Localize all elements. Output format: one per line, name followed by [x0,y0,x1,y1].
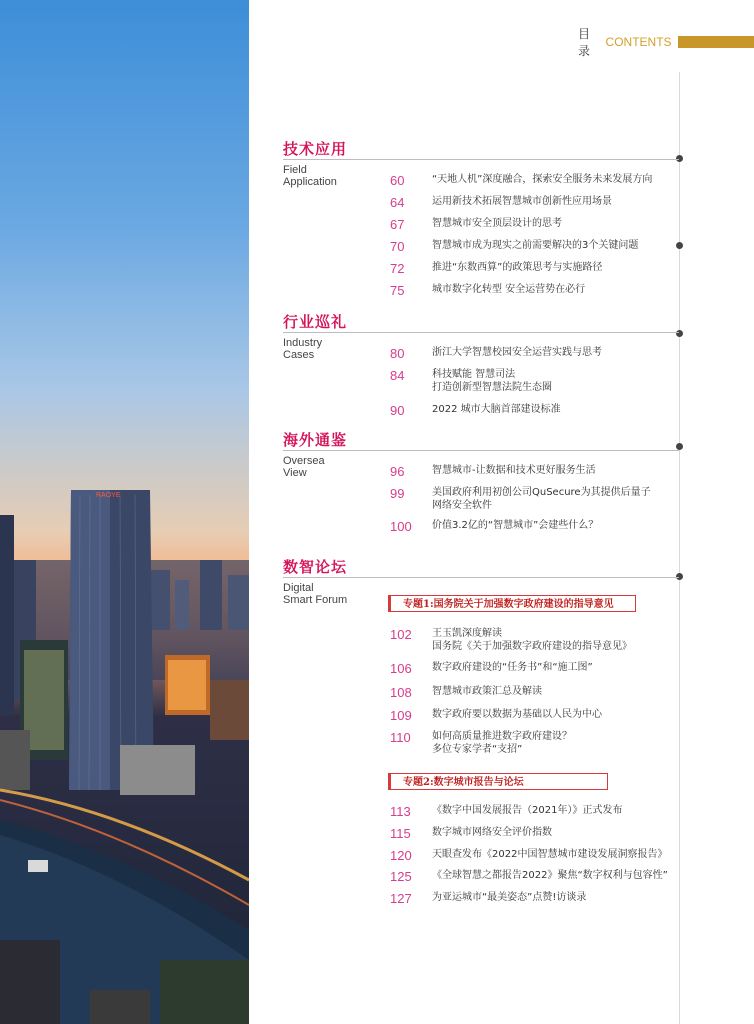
tower-sign: RAOYE [96,492,121,499]
toc-entry[interactable] [384,173,674,188]
article-title: 《数字中国发展报告（2021年）》正式发布 [432,805,623,816]
page-number: 72 [390,261,405,276]
toc-entry[interactable] [384,685,674,700]
article-title: 2022 城市大脑首部建设标准 [432,404,561,415]
article-title: 运用新技术拓展智慧城市创新性应用场景 [432,196,612,207]
article-title: 如何高质量推进数字政府建设？ 多位专家学者“支招” [432,731,572,755]
toc-entry[interactable] [384,804,674,819]
article-title: 智慧城市安全顶层设计的思考 [432,218,562,229]
page-number: 80 [390,346,405,361]
topic-banner-1: 专题1:国务院关于加强数字政府建设的指导意见 [388,595,636,612]
section-rule [283,332,679,333]
article-title: 科技赋能 智慧司法 打造创新型智慧法院生态圈 [432,369,552,393]
page-number: 100 [390,519,412,534]
article-title: 王玉凯深度解读 国务院《关于加强数字政府建设的指导意见》 [432,628,632,652]
article-title: 智慧城市成为现实之前需要解决的3个关键问题 [432,240,639,251]
toc-label-en: CONTENTS [605,35,672,49]
section-title-forum: 数智论坛 [283,558,348,576]
rule-dot [676,443,683,450]
section-en-forum: Digital Smart Forum [283,582,348,606]
article-title: 城市数字化转型 安全运营势在必行 [432,284,586,295]
page-number: 125 [390,869,412,884]
toc-entry[interactable] [384,869,674,884]
topic-banner-2: 专题2:数字城市报告与论坛 [388,773,608,790]
page-number: 99 [390,486,405,501]
page-number: 120 [390,848,412,863]
section-title-oversea: 海外通鉴 [283,431,348,449]
toc-entry[interactable] [384,627,674,653]
toc-entry[interactable] [384,403,674,418]
section-rule [283,159,679,160]
page-number: 113 [390,804,411,819]
toc-entry[interactable] [384,661,674,676]
page-number: 64 [390,195,405,210]
toc-entry[interactable] [384,346,674,361]
article-title: 为亚运城市“最美姿态”点赞!访谈录 [432,892,587,903]
section-en-oversea: Oversea View [283,455,325,479]
page-number: 84 [390,368,405,383]
toc-entry[interactable] [384,708,674,723]
page-number: 108 [390,685,412,700]
article-title: 天眼查发布《2022中国智慧城市建设发展洞察报告》 [432,849,668,860]
rule-dot [676,242,683,249]
article-title: 价值3.2亿的“智慧城市”会建些什么？ [432,520,599,531]
page-number: 110 [390,730,411,745]
toc-label-cn: 目录 [578,27,591,58]
page-number: 60 [390,173,405,188]
article-title: 推进“东数西算”的政策思考与实施路径 [432,262,603,273]
page-number: 70 [390,239,405,254]
toc-entry[interactable] [384,486,674,512]
page-number: 127 [390,891,412,906]
article-title: 浙江大学智慧校园安全运营实践与思考 [432,347,602,358]
page-number: 106 [390,661,412,676]
section-title-industry: 行业巡礼 [283,313,348,331]
page-number: 102 [390,627,412,642]
toc-entry[interactable] [384,464,674,479]
page-number: 115 [390,826,411,841]
toc-entry[interactable] [384,730,674,756]
article-title: 数字城市网络安全评价指数 [432,827,552,838]
article-title: 智慧城市政策汇总及解读 [432,686,542,697]
article-title: 美国政府利用初创公司QuSecure为其提供后量子 网络安全软件 [432,487,651,511]
toc-entry[interactable] [384,283,674,298]
toc-entry[interactable] [384,239,674,254]
toc-entry[interactable] [384,826,674,841]
page-number: 90 [390,403,405,418]
section-en-industry: Industry Cases [283,337,323,361]
page-number: 109 [390,708,412,723]
header-gold-bar [678,36,754,48]
section-title-tech: 技术应用 [283,140,348,158]
article-title: 数字政府要以数据为基础以人民为中心 [432,709,602,720]
city-skyline-illustration [0,0,249,1024]
toc-entry[interactable] [384,217,674,232]
toc-entry[interactable] [384,891,674,906]
toc-entry[interactable] [384,261,674,276]
toc-header [578,27,754,58]
toc-entry[interactable] [384,848,674,863]
page-number: 75 [390,283,405,298]
section-rule [283,577,679,578]
article-title: 《全球智慧之都报告2022》聚焦“数字权利与包容性” [432,870,668,881]
vertical-rule [679,72,680,1024]
page-number: 96 [390,464,405,479]
article-title: “天地人机”深度融合，探索安全服务未来发展方向 [432,174,653,185]
toc-entry[interactable] [384,519,674,534]
section-en-tech: Field Application [283,164,337,188]
toc-entry[interactable] [384,195,674,210]
section-rule [283,450,679,451]
article-title: 数字政府建设的“任务书”和“施工图” [432,662,593,673]
cover-city-photo [0,0,249,1024]
toc-entry[interactable] [384,368,674,394]
article-title: 智慧城市-让数据和技术更好服务生活 [432,465,596,476]
page-number: 67 [390,217,405,232]
